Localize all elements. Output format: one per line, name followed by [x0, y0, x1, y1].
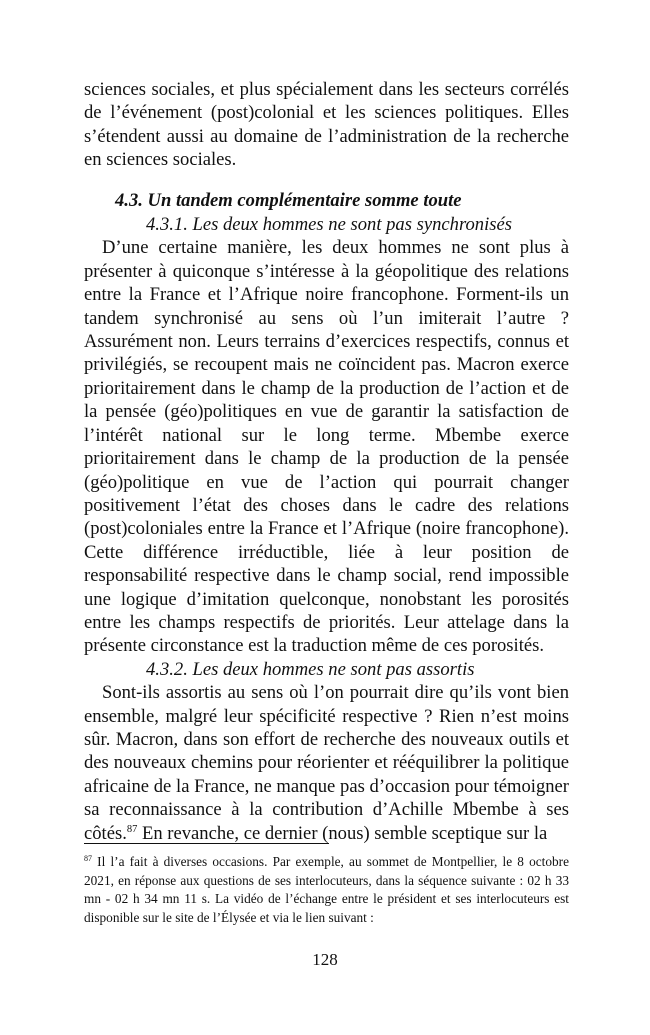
page-number: 128: [312, 950, 338, 969]
paragraph-intro: sciences sociales, et plus spécialement dans les secteurs corrélés de l’événement (post)colonial et les sciences politiques. Elles s’étendent aussi au domaine de l’administration de la recherche en sciences sociales.: [84, 79, 569, 171]
subsection-heading-4-3-1: 4.3.1. Les deux hommes ne sont pas synchronisés: [146, 214, 512, 236]
page-body: [84, 78, 569, 845]
footnote: [84, 853, 569, 927]
paragraph-assortis: [84, 681, 569, 845]
subsection-heading-4-3-2: 4.3.2. Les deux hommes ne sont pas assortis: [146, 658, 475, 680]
paragraph-assortis-continuation: En revanche, ce dernier (nous) semble sceptique sur la: [137, 822, 548, 844]
paragraph-synchronisation: D’une certaine manière, les deux hommes ne sont plus à présenter à quiconque s’intéresse à la géopolitique des relations entre la France et l’Afrique noire francophone. Forment-ils un tandem synchronisé au sens où l’un imiterait l’autre ? Assurément non. Leurs terrains d’exercices respectifs, connus et privilégiés, se recoupent mais ne coïncident pas. Macron exerce prioritairement dans le champ de la production de l’action et de la pensée (géo)politiques en vue de garantir la satisfaction de l’intérêt national sur le long terme. Mbembe exerce prioritairement dans le champ de la production de la pensée (géo)politique en vue de l’action qui pourrait changer positivement l’état des choses dans le cadre des relations (post)coloniales entre la France et l’Afrique (noire francophone). Cette différence irréductible, liée à leur position de responsabilité respective dans le champ social, rend impossible une logique d’imitation quelconque, nonobstant les porosités entre les champs respectifs de priorités. Leur attelage dans la présente circonstance est la traduction même de ces porosités.: [84, 237, 569, 657]
footnote-number: 87: [84, 854, 92, 863]
paragraph-assortis-text: Sont-ils assortis au sens où l’on pourrait dire qu’ils vont bien ensemble, malgré leur spécificité respective ? Rien n’est moins sûr. Macron, dans son effort de recherche des nouveaux outils et des nouveaux chemins pour réorienter et rééquilibrer la politique africaine de la France, ne manque pas d’occasion pour témoigner sa reconnaissance à la contribution d’Achille Mbembe à ses côtés.: [84, 682, 569, 844]
footnote-text: Il l’a fait à diverses occasions. Par exemple, au sommet de Montpellier, le 8 octobre 2021, en réponse aux questions de ses interlocuteurs, dans la séquence suivante : 02 h 33 mn - 02 h 34 mn 11 s. La vidéo de l’échange entre le président et ses interlocuteurs est disponible sur le site de l’Élysée et via le lien suivant :: [84, 854, 569, 925]
footnote-separator: [84, 843, 329, 844]
section-heading-4-3: 4.3. Un tandem complémentaire somme toute: [115, 189, 462, 211]
footnote-reference[interactable]: 87: [126, 823, 138, 835]
